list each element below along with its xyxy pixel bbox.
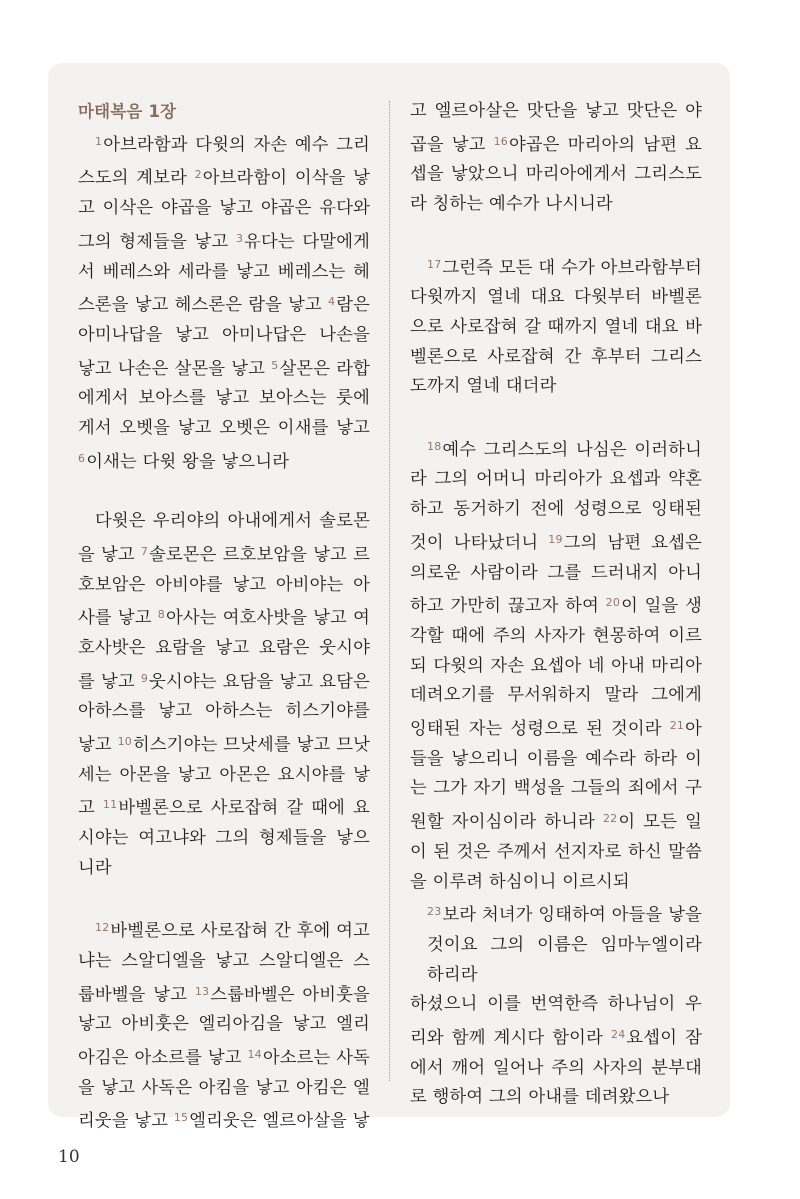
verse-number: 8 bbox=[157, 608, 165, 622]
verse-text: 그런즉 모든 대 수가 아브라함부터 다윗까지 열네 대요 다윗부터 바벨론으로 사로잡혀 갈 때까지 열네 대요 바벨론으로 사로잡혀 간 후부터 그리스도까지 열네 대더라 bbox=[410, 257, 702, 397]
paragraph bbox=[410, 432, 702, 898]
verse-text: 히스기야는 므낫세를 낳고 므낫세는 아몬을 낳고 아몬은 요시야를 낳고 bbox=[78, 735, 371, 819]
verse-number: 19 bbox=[548, 532, 563, 546]
verse-number: 10 bbox=[117, 735, 132, 749]
verse-number: 16 bbox=[493, 134, 509, 148]
verse-number: 3 bbox=[235, 231, 244, 245]
verse-text: 웃시야는 요담을 낳고 요담은 아하스를 낳고 아하스는 히스기야를 낳고 bbox=[78, 671, 370, 756]
verse-number: 15 bbox=[173, 1111, 189, 1125]
right-column bbox=[410, 97, 702, 1113]
page-number: 10 bbox=[58, 1147, 80, 1167]
verse-number: 7 bbox=[140, 544, 149, 558]
verse-text: 솔로몬은 르호보암을 낳고 르호보암은 아비야를 낳고 아비야는 아사를 낳고 bbox=[78, 544, 370, 629]
verse-number: 21 bbox=[669, 719, 685, 733]
lead-text: 다윗은 우리야의 아내에게서 솔로몬을 낳고 bbox=[78, 511, 370, 565]
verse-number: 17 bbox=[427, 257, 442, 271]
column-divider bbox=[389, 101, 390, 1081]
verse-text: 요셉이 잠에서 깨어 일어나 주의 사자의 분부대로 행하여 그의 아내를 데려왔으나 bbox=[410, 1028, 702, 1108]
paragraph bbox=[78, 127, 370, 478]
verse-text: 스룹바벨은 아비훗을 낳고 아비훗은 엘리아김을 낳고 엘리아김은 아소르를 낳고 bbox=[78, 984, 370, 1069]
verse-text: 바벨론으로 사로잡혀 갈 때에 요시야는 여고냐와 그의 형제들을 낳으니라 bbox=[78, 798, 370, 878]
left-column bbox=[78, 97, 370, 1137]
quote-block bbox=[410, 897, 702, 990]
verse-number: 4 bbox=[328, 295, 336, 309]
verse-text: 아소르는 사독을 낳고 사독은 아킴을 낳고 아킴은 엘리웃을 낳고 bbox=[78, 1048, 371, 1132]
verse-text: 유다는 다말에게서 베레스와 세라를 낳고 베레스는 헤스론을 낳고 헤스론은 람을 낳고 bbox=[78, 231, 370, 316]
verse-number: 13 bbox=[194, 984, 210, 998]
verse-text: 아브라함과 다윗의 자손 예수 그리스도의 계보라 bbox=[78, 134, 370, 189]
verse-number: 9 bbox=[140, 671, 149, 685]
verse-number: 18 bbox=[427, 439, 442, 453]
paragraph bbox=[78, 507, 370, 883]
verse-text: 살몬은 라합에게서 보아스를 낳고 보아스는 룻에게서 오벳을 낳고 오벳은 이새를 낳고 bbox=[78, 358, 370, 439]
paragraph bbox=[410, 990, 702, 1113]
verse-text: 이새는 다윗 왕을 낳으니라 bbox=[86, 451, 290, 472]
verse-number: 11 bbox=[102, 798, 118, 812]
verse-text: 그의 남편 요셉은 의로운 사람이라 그를 드러내지 아니하고 가만히 끊고자 하여 bbox=[410, 532, 702, 617]
verse-text: 아들을 낳으리니 이름을 예수라 하라 이는 그가 자기 백성을 그들의 죄에서 구원할 자이심이라 하니라 bbox=[410, 719, 702, 833]
chapter-title: 마태복음 1장 bbox=[78, 102, 177, 121]
verse-number: 5 bbox=[271, 358, 279, 372]
verse-number: 12 bbox=[95, 921, 110, 935]
verse-number: 1 bbox=[95, 134, 103, 148]
page-card bbox=[48, 63, 730, 1132]
verse-number: 24 bbox=[611, 1028, 626, 1042]
paragraph bbox=[410, 97, 702, 220]
verse-text: 아브라함이 이삭을 낳고 이삭은 야곱을 낳고 야곱은 유다와 그의 형제들을 낳고 bbox=[78, 168, 371, 252]
verse-text: 아사는 여호사밧을 낳고 여호사밧은 요람을 낳고 요람은 웃시야를 낳고 bbox=[78, 608, 370, 692]
verse-text: 보라 처녀가 잉태하여 아들을 낳을 것이요 그의 이름은 임마누엘이라 하리라 bbox=[427, 905, 702, 985]
verse-number: 20 bbox=[605, 596, 621, 610]
paragraph bbox=[410, 250, 702, 403]
verse-text: 예수 그리스도의 나심은 이러하니라 그의 어머니 마리아가 요셉과 약혼하고 동거하기 전에 성령으로 잉태된 것이 나타났더니 bbox=[410, 439, 702, 553]
lead-text: 하셨으니 이를 번역한즉 하나님이 우리와 함께 계시다 함이라 bbox=[410, 994, 702, 1049]
paragraph bbox=[78, 913, 370, 1137]
verse-text: 이 모든 일이 된 것은 주께서 선지자로 하신 말씀을 이루려 하심이니 이르시되 bbox=[410, 812, 702, 892]
verse-text: 엘리웃은 엘르아살을 낳 bbox=[189, 1111, 370, 1132]
verse-text: 람은 아미나답을 낳고 아미나답은 나손을 낳고 나손은 살몬을 낳고 bbox=[78, 295, 370, 379]
lead-text: 고 엘르아살은 맛단을 낳고 맛단은 야곱을 낳고 bbox=[410, 101, 702, 155]
verse-number: 6 bbox=[78, 451, 86, 465]
verse-number: 14 bbox=[247, 1048, 262, 1062]
verse-number: 2 bbox=[194, 168, 202, 182]
verse-number: 23 bbox=[427, 905, 442, 919]
verse-text: 이 일을 생각할 때에 주의 사자가 현몽하여 이르되 다윗의 자손 요셉아 네 아내 마리아 데려오기를 무서워하지 말라 그에게 잉태된 자는 성령으로 된 것이라 bbox=[410, 596, 702, 740]
verse-text: 바벨론으로 사로잡혀 간 후에 여고냐는 스알디엘을 낳고 스알디엘은 스룹바벨을 낳고 bbox=[78, 921, 370, 1005]
verse-number: 22 bbox=[602, 812, 618, 826]
verse-text: 야곱은 마리아의 남편 요셉을 낳았으니 마리아에게서 그리스도라 칭하는 예수가 나시니라 bbox=[410, 134, 702, 215]
